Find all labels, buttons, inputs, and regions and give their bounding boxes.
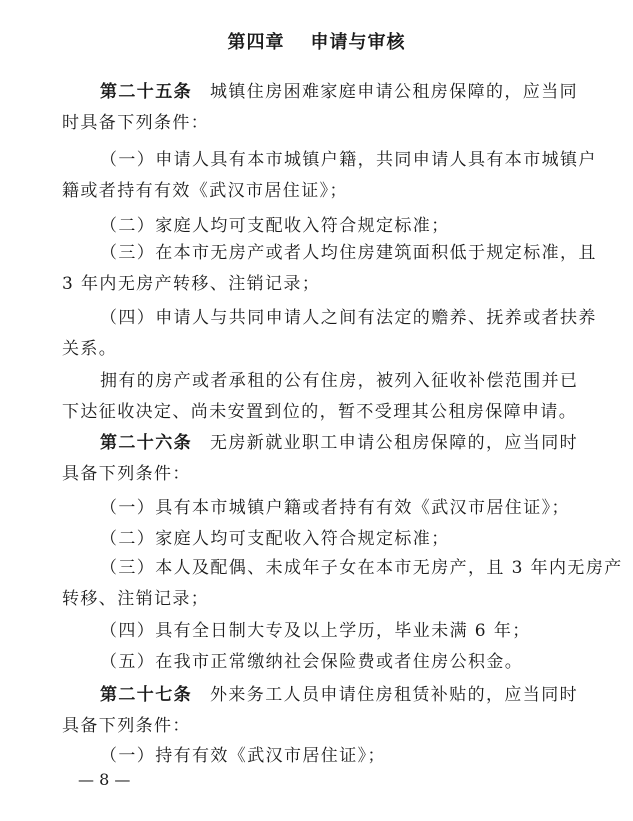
article-26-item-5: （五）在我市正常缴纳社会保险费或者住房公积金。 — [100, 652, 524, 672]
page-number: — 8 — — [78, 770, 131, 789]
article-27-heading: 第二十七条 — [100, 685, 192, 705]
article-25-item-3-line-2: 3 年内无房产转移、注销记录； — [62, 274, 321, 294]
article-25-item-1-line-1: （一）申请人具有本市城镇户籍，共同申请人具有本市城镇户 — [100, 150, 597, 170]
article-25-heading: 第二十五条 — [100, 82, 192, 102]
article-25-item-1-line-2: 籍或者持有有效《武汉市居住证》； — [62, 181, 348, 201]
article-26-item-2: （二）家庭人均可支配收入符合规定标准； — [100, 529, 450, 549]
chapter-title — [0, 28, 633, 54]
article-26-item-3-line-1: （三）本人及配偶、未成年子女在本市无房产，且 3 年内无房产 — [100, 558, 623, 578]
article-26-intro: 无房新就业职工申请公租房保障的，应当同时 — [210, 433, 578, 453]
article-25-line-2: 时具备下列条件： — [62, 113, 210, 133]
article-25-item-4-line-1: （四）申请人与共同申请人之间有法定的赡养、抚养或者扶养 — [100, 308, 597, 328]
article-26-item-4: （四）具有全日制大专及以上学历，毕业未满 6 年； — [100, 621, 531, 641]
article-27-intro: 外来务工人员申请住房租赁补贴的，应当同时 — [210, 685, 578, 705]
article-25-item-2: （二）家庭人均可支配收入符合规定标准； — [100, 216, 450, 236]
article-26-heading: 第二十六条 — [100, 433, 192, 453]
article-25-intro: 城镇住房困难家庭申请公租房保障的，应当同 — [210, 82, 578, 102]
article-26-item-1: （一）具有本市城镇户籍或者持有有效《武汉市居住证》； — [100, 498, 570, 518]
chapter-label: 第四章 — [227, 32, 285, 53]
article-26-item-3-line-2: 转移、注销记录； — [62, 589, 210, 609]
article-25-note-line-2: 下达征收决定、尚未安置到位的，暂不受理其公租房保障申请。 — [62, 402, 578, 422]
article-25-line-1 — [100, 77, 578, 102]
article-25-note-line-1: 拥有的房产或者承租的公有住房，被列入征收补偿范围并已 — [100, 371, 579, 391]
article-27-line-1 — [100, 680, 578, 705]
article-25-item-3-line-1: （三）在本市无房产或者人均住房建筑面积低于规定标准，且 — [100, 243, 597, 263]
article-27-line-2: 具备下列条件： — [62, 716, 191, 736]
article-26-line-2: 具备下列条件： — [62, 464, 191, 484]
article-25-item-4-line-2: 关系。 — [62, 339, 118, 359]
article-27-item-1: （一）持有有效《武汉市居住证》； — [100, 746, 386, 766]
chapter-name: 申请与审核 — [310, 32, 406, 53]
article-26-line-1 — [100, 428, 578, 453]
